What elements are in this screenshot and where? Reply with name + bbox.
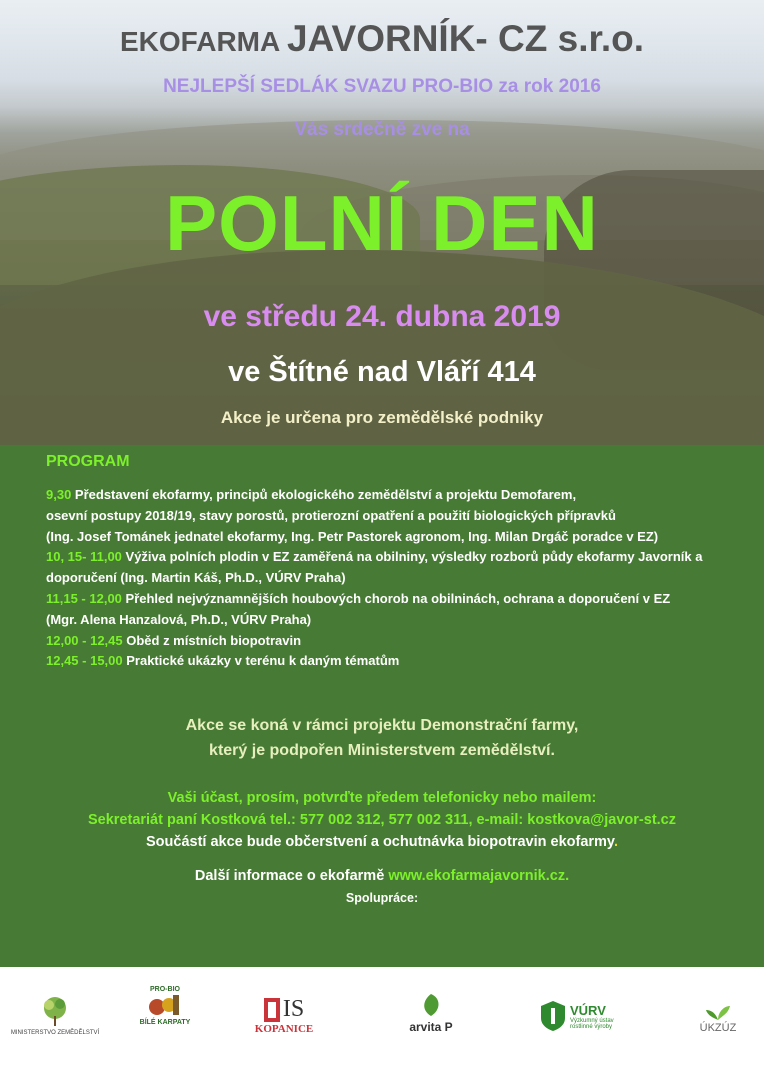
website-link[interactable]: www.ekofarmajavornik.cz. bbox=[388, 868, 570, 884]
ornament-icon bbox=[264, 998, 280, 1022]
title-prefix: EKOFARMA bbox=[120, 26, 287, 57]
more-info: Další informace o ekofarmě www.ekofarmajavornik.cz. bbox=[194, 868, 570, 884]
program-line: 9,30 Představení ekofarmy, principů ekologického zemědělství a projektu Demofarem, bbox=[46, 487, 577, 502]
audience-line: Akce je určena pro zemědělské podniky bbox=[220, 408, 544, 427]
event-place: ve Štítné nad Vláří 414 bbox=[228, 356, 536, 388]
event-title: POLNÍ DEN bbox=[165, 179, 599, 267]
ministerstvo-zemedelstvi-logo: MINISTERSTVO ZEMĚDĚLSTVÍ bbox=[10, 996, 100, 1036]
program-line: 12,45 - 15,00 Praktické ukázky v terénu k daným tématům bbox=[46, 653, 400, 669]
rsvp-request: Vaši účast, prosím, potvrďte předem telefonicky nebo mailem: bbox=[167, 790, 597, 806]
project-note: Akce se koná v rámci projektu Demonstrační farmy, který je podpořen Ministerstvem zemědělství. bbox=[185, 717, 579, 759]
program-line: 10, 15- 11,00 Výživa polních plodin v EZ zaměřená na obilniny, výsledky rozborů půdy ekofarmy Javorník a bbox=[46, 549, 703, 565]
program-line: (Mgr. Alena Hanzalová, Ph.D., VÚRV Praha) bbox=[46, 611, 312, 627]
sprout-icon bbox=[706, 1004, 730, 1020]
program-list bbox=[46, 485, 746, 672]
produce-icon bbox=[145, 993, 185, 1017]
pro-bio-bile-karpaty-logo: PRO-BIO BÍLÉ KARPATY bbox=[139, 986, 191, 1026]
title-main: JAVORNÍK- CZ s.r.o. bbox=[286, 18, 644, 59]
rsvp-block bbox=[0, 787, 764, 853]
invite-line: Vás srdečně zve na bbox=[294, 119, 470, 140]
tree-icon bbox=[40, 996, 70, 1028]
rsvp-contact[interactable]: Sekretariát paní Kostková tel.: 577 002 312, 577 002 311, e-mail: kostkova@javor-st.cz bbox=[87, 812, 676, 828]
shield-icon bbox=[540, 1000, 566, 1032]
program-line: 11,15 - 12,00 Přehled nejvýznamnějších houbových chorob na obilninách, ochrana a doporučení v EZ bbox=[46, 590, 671, 606]
refreshment-note: Součástí akce bude občerstvení a ochutnávka biopotravin ekofarmy. bbox=[146, 834, 618, 850]
partner-logos bbox=[0, 968, 764, 1080]
program-line: doporučení (Ing. Martin Káš, Ph.D., VÚRV Praha) bbox=[46, 570, 346, 586]
leaf-icon bbox=[419, 992, 443, 1018]
is-kopanice-logo: IS KOPANICE bbox=[254, 996, 314, 1035]
program-line: 12,00 - 12,45 Oběd z místních biopotravin bbox=[46, 632, 302, 648]
arvita-p-logo: arvita P bbox=[396, 992, 466, 1034]
program-heading: PROGRAM bbox=[46, 453, 130, 470]
award-line: NEJLEPŠÍ SEDLÁK SVAZU PRO-BIO za rok 2016 bbox=[163, 76, 601, 97]
program-line: osevní postupy 2018/19, stavy porostů, protierozní opatření a použití biologických přípravků bbox=[46, 507, 616, 523]
cooperation-label: Spolupráce: bbox=[345, 891, 419, 905]
event-date: ve středu 24. dubna 2019 bbox=[203, 300, 561, 333]
program-line: (Ing. Josef Tománek jednatel ekofarmy, Ing. Petr Pastorek agronom, Ing. Milan Drgáč poradce v EZ) bbox=[46, 528, 659, 544]
ukzuz-logo: ÚKZÚZ bbox=[688, 1004, 748, 1034]
vurv-logo: VÚRV Výzkumný ústav rostlinné výroby bbox=[540, 1000, 636, 1032]
farm-title bbox=[0, 18, 764, 60]
